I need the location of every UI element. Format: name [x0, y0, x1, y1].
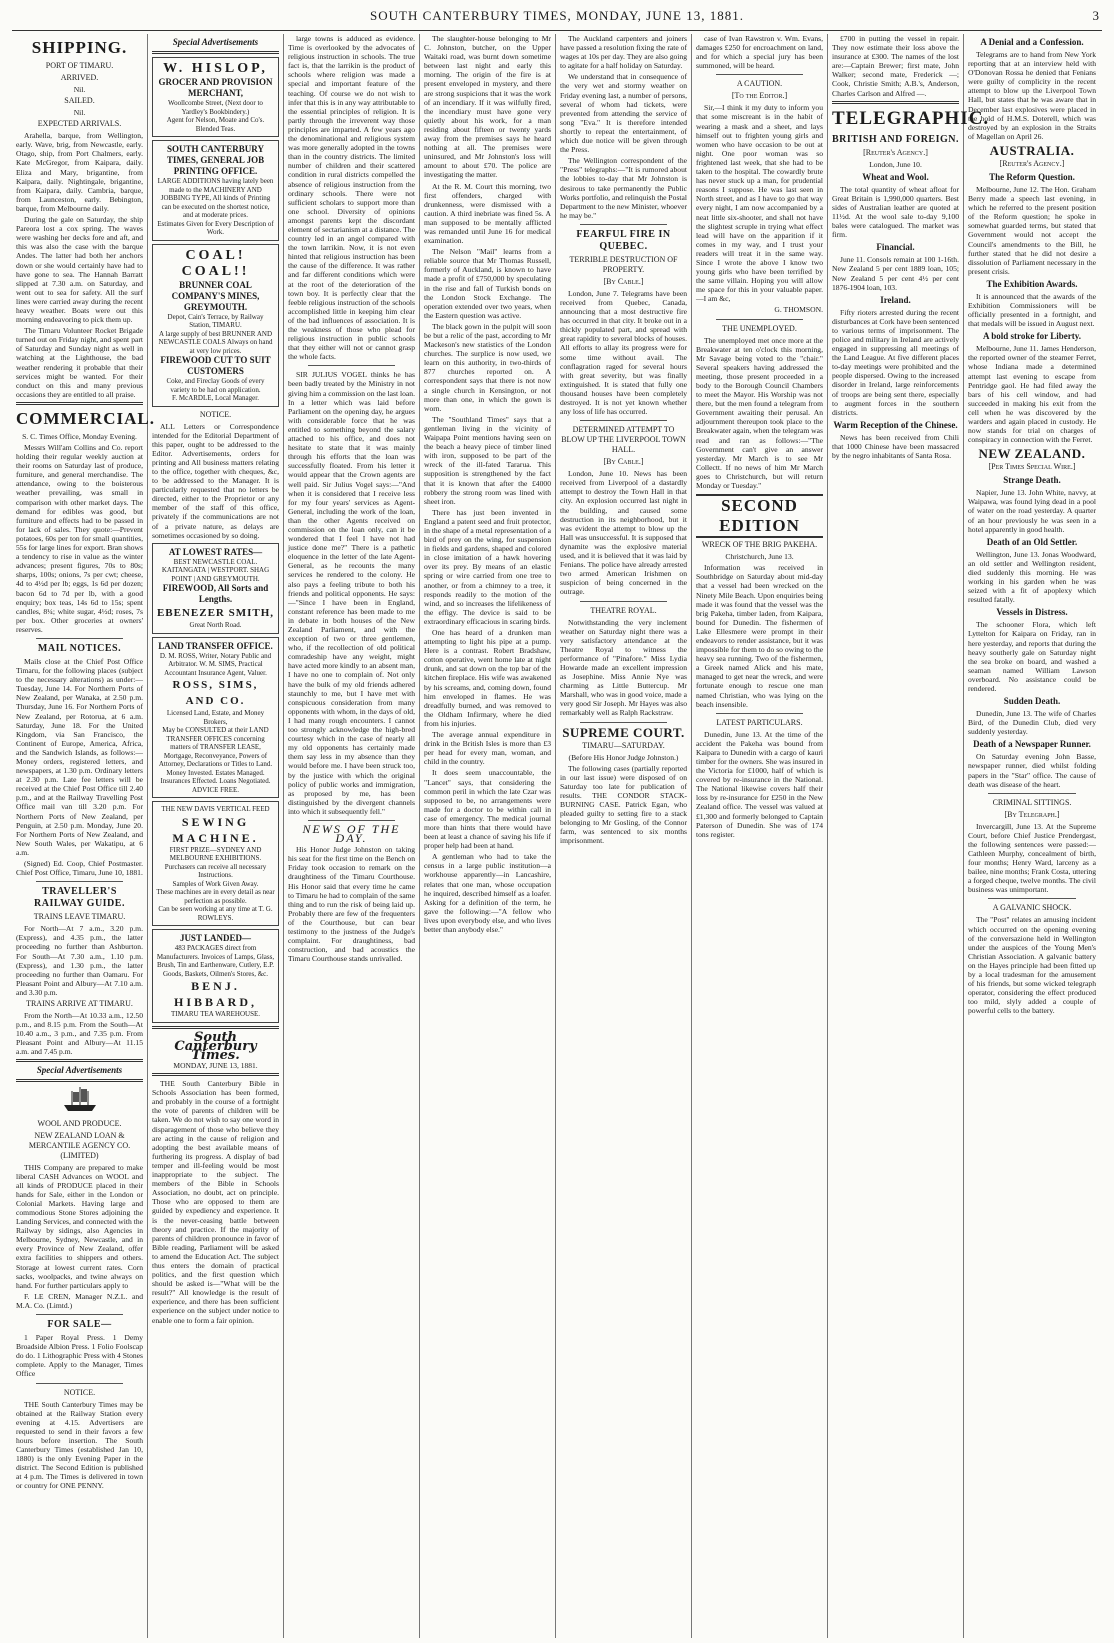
purchasers: Purchasers can receive all necessary Instructions.	[164, 862, 267, 880]
masthead-rule	[12, 30, 1102, 31]
rates-text: BEST NEWCASTLE COAL. KAITANGATA | WESTPORT. SHAG POINT | AND GREYMOUTH.	[161, 557, 270, 583]
wreck-text: Information was received in Southbridge on Saturday about mid-day that a vessel had been wrecked on the Ninety Mile Beach. Upon enquiries being made it was found that the vessel was the brig Pakeha, timber laden, from Kaipara, bound for Dunedin. The fishermen of Lake Ellesmere were prompt in their endeavors to render assistance, but it was impossible for them to do so owing to the heavy sea running. Two of the fishermen, a Greek named Alick and his mate, managed to get near the wreck, and were fortunate enough to rescue one man named Christian, who was lying on the beach insensible.	[696, 563, 823, 709]
landed: JUST LANDED—	[179, 933, 252, 944]
brunner-text: A large supply of best BRUNNER AND NEWCASTLE COALS Always on hand at very low prices.	[158, 329, 273, 355]
sailed-nil: Nil.	[73, 108, 86, 118]
rail-arrive-text: From the North—At 10.33 a.m., 12.50 p.m., and 8.15 p.m. From the South—At 10.40 a.m., 3 p.m., and 7.35 p.m. From Pleasant Point and Albury—At 11.15 a.m. and 7.45 p.m.	[16, 1010, 143, 1057]
sudden-heading: Sudden Death.	[1003, 696, 1061, 707]
liverpool-cable: [By Cable.]	[603, 457, 644, 467]
arrived-heading: ARRIVED.	[60, 73, 99, 82]
ireland-text: Fifty rioters arrested during the recent disturbances at Cork have been sentenced to various terms of imprisonment. The police and military in Ireland are actively engaged in suppressing all meetings of the Land League. At five different places to-day meetings were prohibited and the people dispersed. Owing to the increased disorder in Ireland, large reinforcements of troops are being sent there, especially to augment forces in the southern districts.	[832, 307, 959, 417]
chinese-text: News has been received from Chili that 1000 Chinese have been massacred by the negro inhabitants of Santa Rosa.	[832, 432, 959, 460]
liberty-heading: A bold stroke for Liberty.	[983, 331, 1081, 342]
reform-heading: The Reform Question.	[989, 171, 1075, 182]
distress-heading: Vessels in Distress.	[996, 607, 1068, 618]
mail-text: Mails close at the Chief Post Office Timaru, for the following places (subject to the necessary alterations) as under:— Tuesday, June 14. For Northern Ports of New Zealand, per Wanaka, at 2.50 p.m. Thursday, June 16. For Northern Ports of New Zealand, per Rotorua, at 6 a.m. Saturday, June 18. For the United Kingdom, via San Francisco, the Continent of Europe, America, Africa, and the Sandwich Islands, as follows:— Money orders, registered letters, and newspapers, at 1.30 p.m. Ordinary letters at 2.30 p.m. Late fee letters will be received at the Chief Post Office till 2.40 p.m., and at the Railway Travelling Post Office mail van till 3.20 p.m. For Northern Ports of New Zealand, per Penguin, at 2.50 p.m. Monday, June 20. For Northern Ports of New Zealand, and New South Wales, per Wakatipu, at 6 a.m.	[16, 656, 143, 857]
financial-text: June 11. Consols remain at 100 1-16th. New Zealand 5 per cent 1889 loan, 105; New Zealand 5 per cent 4½ per cent 1876-1904 loan, 103.	[832, 255, 959, 292]
news-text: His Honor Judge Johnston on taking his seat for the first time on the Bench on Friday took occasion to remark on the draughtiness of the Timaru Courthouse. His Honor said that every time he came to Timaru he had to complain of the same thing and to run the risk of being laid up. Probably there are few of the frequenters of the Courthouse, but can bear testimony to the justness of the Judge's complaint. For draughtiness, bad construction, and bad acoustics the Timaru Courthouse stands unrivalled.	[288, 845, 415, 964]
wreck-continued: £700 in putting the vessel in repair. They now estimate their loss above the insurance at £300. The names of the lost are:—Captain Brewer; first mate, John Walker; second mate, Frederick —; Cook, Christie Smith; A.B.'s, Anderson, Charles Carlson and Alfred —.	[832, 34, 959, 98]
arrived-nil: Nil.	[73, 85, 86, 94]
exhibition-text: It is announced that the awards of the Exhibition Commissioners will be officially presented in a fortnight, and that medals will be issued in August next.	[968, 291, 1096, 329]
denial-text: Telegrams are to hand from New York reporting that at an interview held with O'Donovan Rossa he denied that Fenians were guilty of complicity in the recent attempt to blow up the Liverpool Town Hall, but states that he was aware that in December last explosives were placed in the hold of H.M.S. Doterell, which was destroyed by an explosion in the Straits of Magellan on April 26.	[968, 50, 1096, 141]
mail-heading: MAIL NOTICES.	[37, 642, 122, 654]
wheat-text: The total quantity of wheat afloat for Great Britain is 1,990,000 quarters. Best sides of Australian leather are quoted at 11½d. At the wool sale to-day 9,100 bales were catalogued. The market was firm.	[832, 184, 959, 240]
galvanic-text: The "Post" relates an amusing incident which occurred on the opening evening of the conversazione held in Wellington under the auspices of the Young Men's Christian Association. A galvanic battery on the Hayes principle had been fitted up by a local tradesman for the amusement of his friends, but some wicked telegraph operator, considering the effect produced too mild, slyly added a couple of powerful cells to the battery.	[968, 915, 1096, 1016]
court-sub: TIMARU—SATURDAY.	[582, 740, 665, 750]
divider	[988, 898, 1076, 899]
caution-heading: A CAUTION.	[736, 79, 783, 89]
sewing-ad	[152, 801, 279, 926]
ship-icon	[16, 1085, 143, 1115]
divider	[988, 793, 1076, 794]
distress-text: The schooner Flora, which left Lyttelton for Kaipara on Friday, ran in here yesterday, and reports that during the heavy southerly gale on Saturday night the sea broke on board, and washed a seaman named William Lawson overboard. No assistance could be rendered.	[968, 620, 1096, 693]
masthead	[0, 8, 1114, 32]
divider	[716, 319, 803, 320]
liverpool-heading: DETERMINED ATTEMPT TO BLOW UP THE LIVERPOOL TOWN HALL.	[561, 425, 686, 455]
sewing-heading: SEWING MACHINE.	[172, 814, 259, 845]
nz-heading: NEW ZEALAND.	[978, 446, 1086, 462]
news-item-2: At the R. M. Court this morning, two first offenders, charged with drunkenness, were dismissed with a caution. A third inebriate was fined 5s. A man supposed to be mentally afflicted was remanded until June 16 for medical examination.	[424, 181, 551, 246]
divider	[716, 74, 803, 75]
divider	[16, 1059, 143, 1062]
criminal-heading: CRIMINAL SITTINGS.	[992, 797, 1072, 807]
ireland-heading: Ireland.	[880, 294, 911, 305]
news-heading: NEWS OF THE DAY.	[302, 821, 401, 846]
news-item-4: The black gown in the pulpit will soon be but a relic of the past, according to Mr Mackeson's new statistics of the London churches. The surplice is now used, we learn on this authority, in two-thirds of 877 churches reported on. A correspondent says that there is not now a single church in Kensington, or not more than one, in which the gown is worn.	[424, 321, 551, 413]
runner-text: On Saturday evening John Basse, newspaper runner, died whilst folding papers in the "Star" office. The cause of death was disease of the heart.	[968, 752, 1096, 789]
divider	[16, 402, 143, 405]
divider	[580, 420, 667, 421]
job-printing-ad	[152, 140, 279, 241]
galvanic-heading: A GALVANIC SHOCK.	[992, 903, 1072, 913]
shipping-heading: SHIPPING.	[31, 38, 128, 57]
divider	[36, 1314, 123, 1315]
hibbard-text: 483 PACKAGES direct from Manufacturers. Invoices of Lamps, Glass, Brush, Tin and Earthenware, Cutlery, E.P. Goods, Baskets, Oilmen's Stores, &c.	[156, 944, 275, 978]
forsale-text: 1 Paper Royal Press. 1 Demy Broadside Albion Press. 1 Folio Foolscap do do. 1 Lithographic Press with 4 Stones complete. Apply to the Manager, Times Office	[16, 1333, 143, 1379]
news-item-7: One has heard of a drunken man attempting to light his pipe at a pump. Here is a contrast. Robert Bradshaw, cotton operative, went home late at night drunk, and sat down on the top bar of the kitchen fireplace. His wife was awakened by his screams, and, coming down, found him enveloped in flames. He was dreadfully burned, and was removed to the Oldham Infirmary, where he died from his injuries.	[424, 628, 551, 728]
notice-heading-2: NOTICE.	[199, 409, 232, 419]
latest-heading: LATEST PARTICULARS.	[716, 717, 803, 727]
column-2	[148, 34, 284, 1638]
settler-text: Wellington, June 13. Jonas Woodward, an old settler and Wellington resident, died suddenly this morning. He was working in his garden when he was seized with a fit of apoplexy which resulted fatally.	[968, 549, 1096, 605]
court-heading: SUPREME COURT.	[562, 724, 685, 740]
divider	[152, 1026, 279, 1029]
news-item-11: The Auckland carpenters and joiners have passed a resolution fixing the rate of wages at 10s per day. They are also going to agitate for a half holiday on Saturday.	[560, 34, 687, 71]
ross-text: D. M. ROSS, Writer, Notary Public and Arbitrator. W. M. SIMS, Practical Accountant Insurance Agent, Valuer.	[159, 651, 272, 677]
theatre-heading: THEATRE ROYAL.	[590, 605, 657, 615]
column-4	[420, 34, 556, 1638]
special-ads-heading: Special Advertisements	[36, 1065, 123, 1076]
coal-heading: COAL! COAL!!	[181, 247, 250, 279]
brunner-depot: Depot, Cain's Terrace, by Railway Station, TIMARU.	[167, 312, 264, 329]
hislop-ad	[152, 57, 279, 137]
unemployed-heading: THE UNEMPLOYED.	[722, 323, 797, 333]
rail-arrive-heading: TRAINS ARRIVE AT TIMARU.	[26, 998, 133, 1008]
hibbard-name: BENJ. HIBBARD,	[173, 979, 257, 1010]
hislop-trade: GROCER AND PROVISION MERCHANT,	[158, 77, 273, 98]
divider	[832, 101, 959, 104]
divider	[716, 713, 803, 714]
hibbard-ad	[152, 929, 279, 1023]
ross-firm-sub: Licensed Land, Estate, and Money Brokers,	[166, 709, 265, 726]
perfection: These machines are in every detail as near perfection as possible.	[156, 888, 275, 905]
port-heading: PORT OF TIMARU.	[45, 61, 114, 70]
liberty-text: Melbourne, June 11. James Henderson, the reported owner of the steamer Ferret, whose Indiana made a determined attempt last evening to escape from Pentridge gaol. He had filed away the bars of his cell window, and had succeeded in making his exit from the cell when he was discovered by the warders and again placed in custody. He now stands for trial on charges of conspiracy in connection with the Ferret.	[968, 344, 1096, 445]
rail-heading: TRAVELLER'S RAILWAY GUIDE.	[34, 886, 125, 910]
rail-leave-heading: TRAINS LEAVE TIMARU.	[33, 912, 126, 922]
divider	[36, 881, 123, 882]
first-prize: FIRST PRIZE—SYDNEY AND MELBOURNE EXHIBITIONS.	[169, 845, 262, 863]
wheat-heading: Wheat and Wool.	[862, 171, 929, 182]
caution-sub: [To the Editor.]	[731, 91, 788, 101]
caution-sign: G. THOMSON.	[774, 305, 823, 315]
criminal-text: Invercargill, June 13. At the Supreme Court, before Chief Justice Prendergast, the following sentences were passed:—Cathleen Murphy, concealment of birth, four months; Henry Ward, larceny as a bailee, nine months; Frank Costa, uttering a forged cheque, twelve months. The civil business was unimportant.	[968, 821, 1096, 895]
divider	[580, 722, 667, 723]
brunner-title: BRUNNER COAL COMPANY'S MINES, GREYMOUTH.	[171, 279, 260, 312]
caution-text: Sir,—I think it my duty to inform you that some miscreant is in the habit of wearing a mask and a sheet, and lays himself out to frighten young girls and women who have occasion to be out at night. One poor woman was so frightened last week, that she had to be taken to the hospital. The cowardly brute has never stuck up a man, for prudential reasons I suppose. He was last seen in North street, and as I have to go that way every night, I am now accompanied by a neat little six-shooter, and shall not have the slightest scruple in trying what effect lead will have on the apparition if it comes in my way, and I trust your readers will treat it in the same way. Since I wrote the above I know two young girls who have been terrified by the same villain. Hoping you will allow me space for this in your valuable paper.—I am &c,	[696, 103, 823, 304]
forsale-heading: FOR SALE—	[47, 1319, 112, 1331]
telegraph-sub: [By Telegraph.]	[1004, 809, 1060, 819]
divider	[152, 51, 279, 54]
editorial-continued: large towns is adduced as evidence. Time is overlooked by the advocates of religious instruction in schools. The true fact is, that the larrikin is the product of schools where religion was made a special and important feature of the teaching. Of course we do not wish to infer that this is in any way attributable to the essential principles of religion. It is partly through the irreverent way those principles are imparted. A few years ago the denominational and religious system was more generally adopted in the towns than in the country districts. The limited number of children and their scattered condition in rural districts compelled the absence of religious instruction from the ordinary schools. There were not sufficient scholars to support more than one school. Diversity of opinions amongst parents kept the discordant element of sectarianism at a distance. The country led in an angel compared with the town larrikin. Now, it is not even hinted that religious instruction has been the cause of the difference. It was rather and far different conditions which were at the root of the deterioration of the town boy. It is perfectly clear that the feeble religious instruction of the schools accomplished little in keeping him clear of the bad influences of association. It is the weakness of those who plead for religious instruction in public schools that they either will not or cannot grasp the whole facts.	[288, 34, 416, 362]
denial-heading: A Denial and a Confession.	[980, 37, 1084, 47]
nz-sub: [Per Times Special Wire.]	[988, 462, 1076, 472]
latest-text: Dunedin, June 13. At the time of the accident the Pakeha was bound from Kaipara to Dunedin with a cargo of kauri timber for the owners. She was insured in the Victoria for £1000, half of which is covered by re-insurance in the National. The National likewise covers half their loss by re-insurance for £250 in the New Zealand office. The vessel was valued at £1,300 and formerly belonged to Captain Paterson of Dunedin. She was of 174 tons register.	[696, 729, 823, 839]
ebenezer-name: EBENEZER SMITH,	[156, 607, 275, 620]
column-6	[692, 34, 828, 1638]
coke-text: Coke, and Fireclay Goods of every variety to be had on application.	[166, 377, 265, 394]
ebenezer-address: Great North Road.	[189, 621, 242, 630]
unemployed-text: The unemployed met once more at the Breakwater at ten o'clock this morning, Mr Savage being voted to the "chair." Several speakers having addressed the meeting, those present proceeded in a body to the Borough Council Chambers to meet the Mayor. His Worship was not there, but the men found a telegram from Government awaiting their perusal. An adjournment thereupon took place to the Breakwater again, when the telegram was read and ran as follows:—"The Government can't give an answer yesterday. Mr March is to see Mr Collectt. If no news of him Mr March goes to Christchurch, but will return Monday or Tuesday."	[696, 335, 823, 491]
sudden-text: Dunedin, June 13. The wife of Charles Bird, of the Dunedin Club, died very suddenly yesterday.	[968, 709, 1096, 737]
jp-estimates: Estimates Given for Every Description of Work.	[157, 219, 274, 236]
news-item-5: The "Southland Times" says that a gentleman living in the vicinity of Waipapa Point mentions having seen on the beach a heavy piece of timber lined with iron, supposed to be part of the wreck of the ill-fated Tararua. This supposition is strengthened by the fact that it is known that after the £4000 robbery the strong room was lined with sheet iron.	[424, 414, 551, 506]
runner-heading: Death of a Newspaper Runner.	[973, 739, 1091, 750]
land-transfer-ad	[152, 637, 279, 799]
rail-leave-text: For North—At 7 a.m., 3.20 p.m. (Express), and 4.35 p.m., the latter proceeding no further than Ashburton. For South—At 7.30 a.m., 1.10 p.m. (Express), and 1.30 p.m., the latter proceeding no further than Oamaru. For Pleasant Point and Albury—At 7.10 a.m. and 3.30 p.m.	[16, 924, 143, 997]
newspaper-columns	[12, 34, 1102, 1638]
mail-sign: (Signed) Ed. Coop, Chief Postmaster. Chief Post Office, Timaru, June 10, 1881.	[16, 859, 143, 878]
divider	[580, 224, 667, 225]
divider	[308, 365, 395, 366]
firewood-cut: FIREWOOD CUT TO SUIT CUSTOMERS	[160, 355, 271, 376]
jp-text: LARGE ADDITIONS having lately been made to the MACHINERY AND JOBBING TYPE, All kinds of Printing can be executed on the shortest notice, and at moderate prices.	[157, 177, 274, 219]
news-item-9: It does seem unaccountable, the "Lancet" says, that considering the common peril in which the late Czar was supposed to be, no arrangements were made for a doctor to be within call in case of emergency. The medical journal more than hints that there would have been at least a chance of saving his life if proper help had been at hand.	[424, 768, 551, 851]
chinese-heading: Warm Reception of the Chinese.	[833, 419, 958, 430]
nz-loan-text: THIS Company are prepared to make liberal CASH Advances on WOOL and all kinds of PRODUCE placed in their hands for Sale, either in the London or Colonial Markets. Having large and commodious Stone Stores adjoining the Landing Services, and connected with the Railway by sidings, also Agencies in Melbourne, Sydney, Newcastle, and in every Province of New Zealand, offer extra facilities to shippers and others. Storage at lowest current rates. Corn sacks, woolpacks, and twine always on hand. For further particulars apply to	[16, 1162, 143, 1290]
case-text: case of Ivan Rawstron v. Wm. Evans, damages £250 for encroachment on land, and for which a special jury has been summoned, will be heard.	[696, 34, 823, 71]
strange-text: Napier, June 13. John White, navvy, at Waipawa, was found lying dead in a pool of water on the road yesterday. A quarter of an hour previously he was seen in a hotel apparently in good health.	[968, 488, 1096, 534]
commercial-heading: COMMERCIAL.	[16, 408, 155, 428]
firewood: FIREWOOD, All Sorts and Lengths.	[162, 583, 269, 605]
news-item-1: The slaughter-house belonging to Mr C. Johnston, butcher, on the Upper Waitaki road, was burnt down sometime between last night and early this morning. The origin of the fire is at present enveloped in mystery, and there are strong suspicions that it was the work of an incendiary. If it was wilfully fired, the incendiary must have gone very quietly about his work, for a man residing about fifteen or twenty yards away from the premises says he heard nothing at all. The premises were uninsured, and Mr Johnston's loss will amount to about £70. The police are investigating the matter.	[424, 34, 551, 180]
column-5	[556, 34, 692, 1638]
hislop-agent: Agent for Nelson, Moate and Co's. Blended Teas.	[166, 116, 265, 133]
reform-text: Melbourne, June 12. The Hon. Graham Berry made a speech last evening, in which he referred to the present position of the Reform question; he spoke in somewhat guarded terms, but stated that Government would not accept the Council's amendments to the Bill, he further stated that he did not desire a dissolution of Parliament necessary in the present crisis.	[968, 184, 1096, 276]
paper-title: South Canterbury Times.	[174, 1029, 257, 1063]
court-text: The following cases (partially reported in our last issue) were disposed of on Saturday too late for publication of results. THE CONDOR STACK-BURNING CASE. Patrick Egan, who pleaded guilty to setting fire to a stack belonging to Mr Gosling, of the Connor farm, was sentenced to six months imprisonment.	[560, 763, 687, 846]
davis-heading: THE NEW DAVIS VERTICAL FEED	[161, 805, 270, 814]
land-heading: LAND TRANSFER OFFICE.	[158, 640, 273, 651]
wheat-date: London, June 10.	[869, 159, 922, 169]
news-item-13: The Wellington correspondent of the "Press" telegraphs:—"It is rumored about the lobbies to-day that Mr Johnston is desirous to take permanently the Public Works portfolio, and relinquish the Postal Department to the new Minister, whoever he may be."	[560, 156, 687, 220]
second-edition-heading: SECOND EDITION	[696, 494, 823, 538]
news-item-8: The average annual expenditure in drink in the British Isles is more than £3 per head for every man, woman, and child in the country.	[424, 730, 551, 767]
wool-heading: WOOL AND PRODUCE.	[37, 1118, 122, 1128]
expected-heading: EXPECTED ARRIVALS.	[37, 119, 122, 129]
theatre-text: Notwithstanding the very inclement weather on Saturday night there was a very satisfactory attendance at the Theatre Royal to witness the performance of "Pinafore." Miss Lydia Howarde made an excellent impression as Josephine. Miss Annie Nye was charming as Little Buttercup. Mr Marshall, who was in good voice, made a very good Sir Joseph. Mr Hayes was also remarkably well as Ralph Rackstraw.	[560, 617, 687, 718]
notice-text: THE South Canterbury Times may be obtained at the Railway Station every evening at 4.15. Advertisers are requested to send in their favors a few hours before insertion. The South Canterbury Times (established Jan 10, 1880) is the only Evening Paper in the district. The Second Edition is published at 4 p.m. The Times is delivered in town or country for ONE PENNY.	[16, 1399, 143, 1491]
fire-sub: TERRIBLE DESTRUCTION OF PROPERTY.	[569, 254, 678, 274]
fire-cable: [By Cable.]	[603, 276, 644, 286]
commercial-sub: S. C. Times Office, Monday Evening.	[22, 431, 137, 441]
news-item-12: We understand that in consequence of the very wet and stormy weather on Friday evening last, a number of persons, several of whom had tickets, were prevented from attending the service of song "Eva." It is therefore intended shortly to repeat the entertainment, of which due notice will be given through the Press.	[560, 72, 687, 155]
commercial-text: Messrs Will'am Collins and Co. report holding their regular weekly auction at their rooms on Saturday last of produce, furniture, and general merchandise. The attendance, owing to the boisterous weather prevailing, was small in comparison with other market days. The demand for edibles was good, but furniture and effects had to be passed in for lack of sales. They quote:—Prevent potatoes, 60s per ton for small quantities, 55s for large lines for export. Bran shows a tendency to rise in value as the winter advances; present figures, 70s to 80s; sharps, 100s; onions, 7s per cwt; cheese, 4d to 4½d per lb; eggs, 1s 6d per dozen; bacon 6d to 7d per lb, with a good enquiry; box teas, 14s 6d to 15s; spent candles, 8¼; white sugar, 4½d; roses, 7s per box. Other groceries at owners' reserves.	[16, 443, 143, 634]
masthead-title: SOUTH CANTERBURY TIMES, MONDAY, JUNE 13, 1881.	[370, 8, 744, 23]
column-7	[828, 34, 990, 1638]
news-item-6: There has just been invented in England a patent seed and fruit protector, in the shape of a metal representation of a bird of prey on the wing, for suspension in fields and gardens, shaped and colored in close imitation of a hawk hovering over its prey. By means of an elastic spring or wire carried from one tree to another, or from a chimney to a tree, it responds readily to the motion of the wind, and so increases the lifelikeness of the effigy. The device is said to be extraordinary efficacious in scaring birds.	[424, 507, 551, 626]
ross-firm: ROSS, SIMS, AND CO.	[172, 679, 259, 708]
telegraphic-heading: TELEGRAPHIC.	[832, 107, 990, 129]
mcardle: F. McARDLE, Local Manager.	[172, 394, 259, 402]
jp-title: SOUTH CANTERBURY TIMES, GENERAL JOB PRINTING OFFICE.	[166, 144, 265, 176]
settler-heading: Death of an Old Settler.	[986, 536, 1078, 547]
australia-heading: AUSTRALIA.	[989, 142, 1075, 158]
hibbard-sub: TIMARU TEA WAREHOUSE.	[171, 1010, 260, 1019]
vogel-article: SIR JULIUS VOGEL thinks he has been badly treated by the Ministry in not giving him a commission on the last loan. In a letter which was laid before Parliament on the opening day, he argues with considerable force that he was entitled to something beyond the salary attached to his office, and does not hesitate to state that it was mainly through his efforts that the loan was successfully floated. From his letter it would appear that the Crown agents are well paid. Sir Julius Vogel says:—"And when it is considered that I receive less for my four years' services as Agent-General, including the work of the loan, than the other Agents received on commission on the loan only, can it be wondered that I feel I have not had justice done me?" There is a pathetic eloquence in the letter of the late Agent-General, as he recounts the many services he rendered to the colony. He also pays a feeling tribute to both his friends and political opponents. He says:—"Since I have been in England, constant reference has been made to me in debate in both houses of the New Zealand Parliament, and with the exception of two or three gentlemen, who, if the recollection of old political comradeship have any weight, might have acted more kindly to an absent man, I have no one to complain of. Not only have the bulk of my old friends adhered staunchly to me, but I have met with conspicuous consideration from many opponents with whom, in the days of old, I had many rough encounters. I cannot too strongly acknowledge the high-bred courtesy which in the case of nearly all my old opponents has certainly made them say less in my absence than they would before me. I have been struck too, by the justice with which the original policy of public works and immigration, as proposed by me, has been distinguished by the divergent channels into which it subsequently fell."	[288, 370, 415, 816]
strange-heading: Strange Death.	[1003, 475, 1061, 486]
wreck-place: Christchurch, June 13.	[725, 552, 794, 562]
seen: Can be seen working at any time at T. G. ROWLEYS.	[158, 905, 273, 922]
divider	[16, 1079, 143, 1082]
divider	[152, 1073, 279, 1076]
page-number: 3	[1092, 8, 1100, 23]
fire-text: London, June 7. Telegrams have been received from Quebec, Canada, announcing that a most destructive fire has occurred in that city. It broke out in a thickly populated part, and spread with great rapidity to several blocks of houses. All efforts to allay its progress were for some time without avail. The conflagration raged for several hours with great severity, but was finally extinguished. It is stated that fully one thousand houses have been completely destroyed. It is not yet known whether any loss of life has occurred.	[560, 288, 687, 417]
financial-heading: Financial.	[876, 242, 915, 253]
fire-heading: FEARFUL FIRE IN QUEBEC.	[576, 228, 671, 252]
samples: Samples of Work Given Away.	[172, 879, 259, 888]
reuter-agency-2: [Reuter's Agency.]	[999, 158, 1065, 168]
column-1	[12, 34, 155, 1638]
special-ads-heading-2: Special Advertisements	[172, 37, 259, 47]
exhibition-heading: The Exhibition Awards.	[986, 278, 1078, 289]
divider	[308, 820, 395, 821]
nz-loan-sign: F. LE CREN, Manager N.Z.L. and M.A. Co. (Limtd.)	[16, 1291, 143, 1310]
news-item-3: The Nelson "Mail" learns from a reliable source that Mr Thomas Russell, formerly of Auckland, is known to have made a profit of £750,000 by speculating in the rise and fall of Turkish bonds on the London Stock Exchange. The operation extended over two years, when the Eastern question was active.	[424, 247, 551, 320]
reuter-agency: [Reuter's Agency.]	[863, 147, 928, 157]
wreck-heading: WRECK OF THE BRIG PAKEHA.	[701, 540, 818, 550]
weather-text-2: The Timaru Volunteer Rocket Brigade turned out on Friday night, and spent part of Saturday and Sunday night as well in watching at the Lighthouse, the bad weather rendering it probable that their services might be wanted. For their conduct on this and many previous occasions they are entitled to all praise.	[16, 326, 143, 399]
liverpool-text: London, June 10. News has been received from Liverpool of a dastardly attempt to destroy the Town Hall in that city. An explosion occurred last night in the building, and caused some destruction in its neighborhood, but it was evident the attempt to blow up the Hall was unsuccessful. It is supposed that dynamite was the explosive material used, and it is believed that it was laid by Fenians. The police have already arrested two armed American Irishmen on suspicion of being concerned in the outrage.	[560, 469, 687, 597]
notice-text-2: ALL Letters or Correspondence intended for the Editorial Department of this paper, ought to be addressed to the Editor. Advertisements, orders for printing and All business matters relating to the office, together with cheques, &c, to be addressed to the Manager. It is particularly requested that no letters be directed, either to the Proprietor or any member of the staff of this office, privately if the communications are not of a private nature, as delays are sometimes occasioned by so doing.	[152, 421, 279, 540]
hislop-address: Woollcombe Street, (Next door to Yardley's Bookbindery.)	[168, 99, 263, 116]
smith-ad	[152, 543, 279, 634]
hislop-name: W. HISLOP,	[163, 61, 268, 76]
expected-text: Arahella, barque, from Wellington, early. Wave, brig, from Newcastle, early. Otago, ship, from Port Chalmers, early. Kate McGregor, from Kaipara, daily. Eliza and Mary, brigantine, from Kaipara, daily. Nightingale, brigantine, from Kaipara, daily. Cambria, barque, from Launceston, early. Bebington, barque, from Melbourne daily.	[16, 131, 143, 213]
column-8	[964, 34, 1100, 1638]
divider	[36, 1383, 123, 1384]
court-judge: (Before His Honor Judge Johnston.)	[568, 752, 679, 762]
nz-loan-heading: NEW ZEALAND LOAN & MERCANTILE AGENCY CO. (LIMITED)	[28, 1130, 131, 1160]
rates: AT LOWEST RATES—	[168, 546, 263, 557]
coal-ad	[152, 244, 279, 407]
notice-heading: NOTICE.	[63, 1387, 96, 1397]
divider	[580, 601, 667, 602]
column-3	[284, 34, 420, 1638]
news-item-10: A gentleman who had to take the census in a large public institution—a workhouse apparently—in Lancashire, relates that one man, whose occupation he inquired, described himself as a loafer. Asking for a definition of the term, he gave the following:—"A fellow who lives upon everybody else, and who lives better than anybody else."	[424, 852, 551, 934]
british-foreign-heading: BRITISH AND FOREIGN.	[832, 133, 959, 145]
editorial-text: THE South Canterbury Bible in Schools Association has been formed, and probably in the course of a fortnight the vote of parents of children will be taken. We do not wish to say one word in disparagement of those who believe they are acting in the cause of religion and adopting the best available means of furthering its progress. A display of bad temper and ill-feeling would be most inappropriate to the subject. The members of the Bible in Schools Association, no doubt, act on principle. Those who are opposed to them are guided by expediency and experience. It is the never-ceasing battle between theory and practice. If the majority of parents of children pronounce in favor of Bible reading, Parliament will be asked to amend the Education Act. The subject thus enters the domain of practical politics, and the first question which should be asked is—"What will be the result?" All knowledge is the result of experience, and there has been sufficient experience on the subject under notice to enable one to form a fair opinion.	[152, 1079, 279, 1325]
paper-date: MONDAY, JUNE 13, 1881.	[173, 1061, 258, 1070]
weather-text: During the gale on Saturday, the ship Pareora lost a cox spring. The waves were washing her decks fore and aft, and this was also the case with the barque Andes. The latter had both her anchors down or she would certainly have had to have gone to sea. The Hannah Barratt slipped at 7.30 a.m. on Saturday, and went out to sea for safety. All the surf lines were carried away during the recent heavy weather. Boats were out this morning endeavoring to pick them up.	[16, 215, 143, 325]
sailed-heading: SAILED.	[64, 96, 95, 106]
ross-firm-text: May be CONSULTED at their LAND TRANSFER OFFICES concerning matters of TRANSFER LEASE, Mortgage, Reconveyance, Powers of Attorney, Declarations or Titles to Land. Money Invested. Estates Managed. Insurances Effected. Loans Negotiated. ADVICE FREE.	[158, 726, 273, 794]
divider	[36, 638, 123, 639]
